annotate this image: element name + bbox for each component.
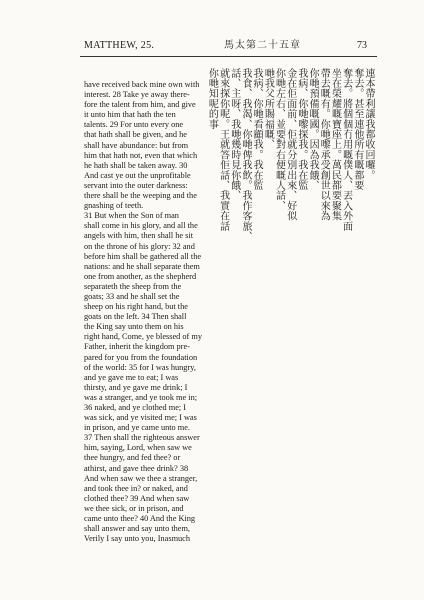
english-line: nations: and he shall separate them <box>84 261 200 271</box>
english-line: him, saying, Lord, when saw we <box>84 443 192 453</box>
english-line: interest. 28 Take ye away there- <box>84 90 190 100</box>
english-line: pared for you from the foundation <box>84 352 198 362</box>
chinese-column: 就來探你呢。王就答佢話、我實在話 <box>217 68 229 232</box>
english-line: 31 But when the Son of man <box>84 211 179 221</box>
english-line: shall have abundance: but from <box>84 140 189 150</box>
english-line: separateth the sheep from the <box>84 281 182 291</box>
english-line: that hath shall be given, and he <box>84 130 187 140</box>
chinese-text-columns <box>206 68 374 528</box>
english-line: fore the talent from him, and give <box>84 100 196 110</box>
english-line: have received back mine own with <box>84 80 200 89</box>
english-line: goats on the left. 34 Then shall <box>84 312 187 322</box>
chinese-column: 帶去嘅有。你哋嚟承受創世以來為 <box>318 68 330 221</box>
english-line: on the throne of his glory: 32 and <box>84 241 195 251</box>
chinese-column: 奪去。將個個冇用嘅僕人、丟入外面 <box>340 68 352 232</box>
chinese-column: 你哋知呢的事 <box>206 68 218 130</box>
english-line: and ye gave me to eat; I was <box>84 372 179 382</box>
chinese-column: 坐在榮耀嘅寶座上。萬民都要聚集 <box>329 68 341 221</box>
english-line: shall answer and say unto them, <box>84 524 190 534</box>
english-line: was sick, and ye visited me; I was <box>84 413 197 423</box>
english-line: 37 Then shall the righteous answer <box>84 433 200 443</box>
chinese-column: 你哋預備嘅國。因為我餓、 <box>307 68 319 191</box>
english-line: of the world: 35 for I was hungry, <box>84 362 196 372</box>
english-line: was a stranger, and ye took me in; <box>84 392 198 402</box>
english-line: sheep on his right hand, but the <box>84 302 188 312</box>
english-line: thirsty, and ye gave me drink; I <box>84 382 188 392</box>
english-line: talents. 29 For unto every one <box>84 120 184 130</box>
english-line: And when saw we thee a stranger, <box>84 473 198 483</box>
english-line: angels with him, then shall he sit <box>84 231 193 241</box>
chinese-column: 我食、我渴、你哋俾我飲。我作客旅、 <box>239 68 251 242</box>
english-line: one from another, as the shepherd <box>84 271 197 281</box>
header-rule <box>80 56 377 57</box>
english-line: we thee sick, or in prison, and <box>84 503 184 513</box>
english-line: he hath shall be taken away. 30 <box>84 160 188 170</box>
english-line: Father, inherit the kingdom pre- <box>84 342 190 352</box>
english-line: in prison, and ye came unto me. <box>84 423 190 433</box>
chinese-column: 奪去。甚至連他所有嘅都要 <box>351 68 363 191</box>
english-line: it unto him that hath the ten <box>84 110 176 120</box>
english-line: thee hungry, and fed thee? or <box>84 453 181 463</box>
page-number: 73 <box>357 40 367 51</box>
english-line: there shall be the weeping and the <box>84 191 197 201</box>
running-head-left: MATTHEW, 25. <box>84 40 155 51</box>
english-line: the King say unto them on his <box>84 322 184 332</box>
chinese-column: 連本帶利讓我都收回囉。 <box>363 68 374 181</box>
english-line: gnashing of teeth. <box>84 201 144 211</box>
chinese-column: 哋我父所賜福嘅、 <box>262 68 274 150</box>
chinese-column: 你哋左右、並要對右便嘅人話、 <box>273 68 285 211</box>
english-line: came unto thee? 40 And the King <box>84 514 196 524</box>
english-line: and took thee in? or naked, and <box>84 483 188 493</box>
english-line: him that hath not, even that which <box>84 150 198 160</box>
english-line: Verily I say unto you, Inasmuch <box>84 534 190 544</box>
english-line: And cast ye out the unprofitable <box>84 170 191 180</box>
english-line: servant into the outer darkness: <box>84 180 188 190</box>
english-line: athirst, and gave thee drink? 38 <box>84 463 189 473</box>
chinese-column: 金在佢面前、佢就分別出來、好似 <box>284 68 296 221</box>
english-line: clothed thee? 39 And when saw <box>84 493 190 503</box>
running-head-chinese: 馬太第二十五章 <box>224 40 301 51</box>
english-line: 36 naked, and ye clothed me; I <box>84 403 187 412</box>
english-line: right hand, Come, ye blessed of my <box>84 332 202 342</box>
english-line: before him shall be gathered all the <box>84 251 202 261</box>
chinese-column: 話、主呀、我哋幾時見你餓、 <box>228 68 240 201</box>
english-line: goats; 33 and he shall set the <box>84 291 180 301</box>
chinese-column: 我病、你哋看顧我。我在監 <box>251 68 263 191</box>
chinese-column: 我病、你哋嚟探我。我在監 <box>295 68 307 191</box>
english-line: shall come in his glory, and all the <box>84 221 198 231</box>
